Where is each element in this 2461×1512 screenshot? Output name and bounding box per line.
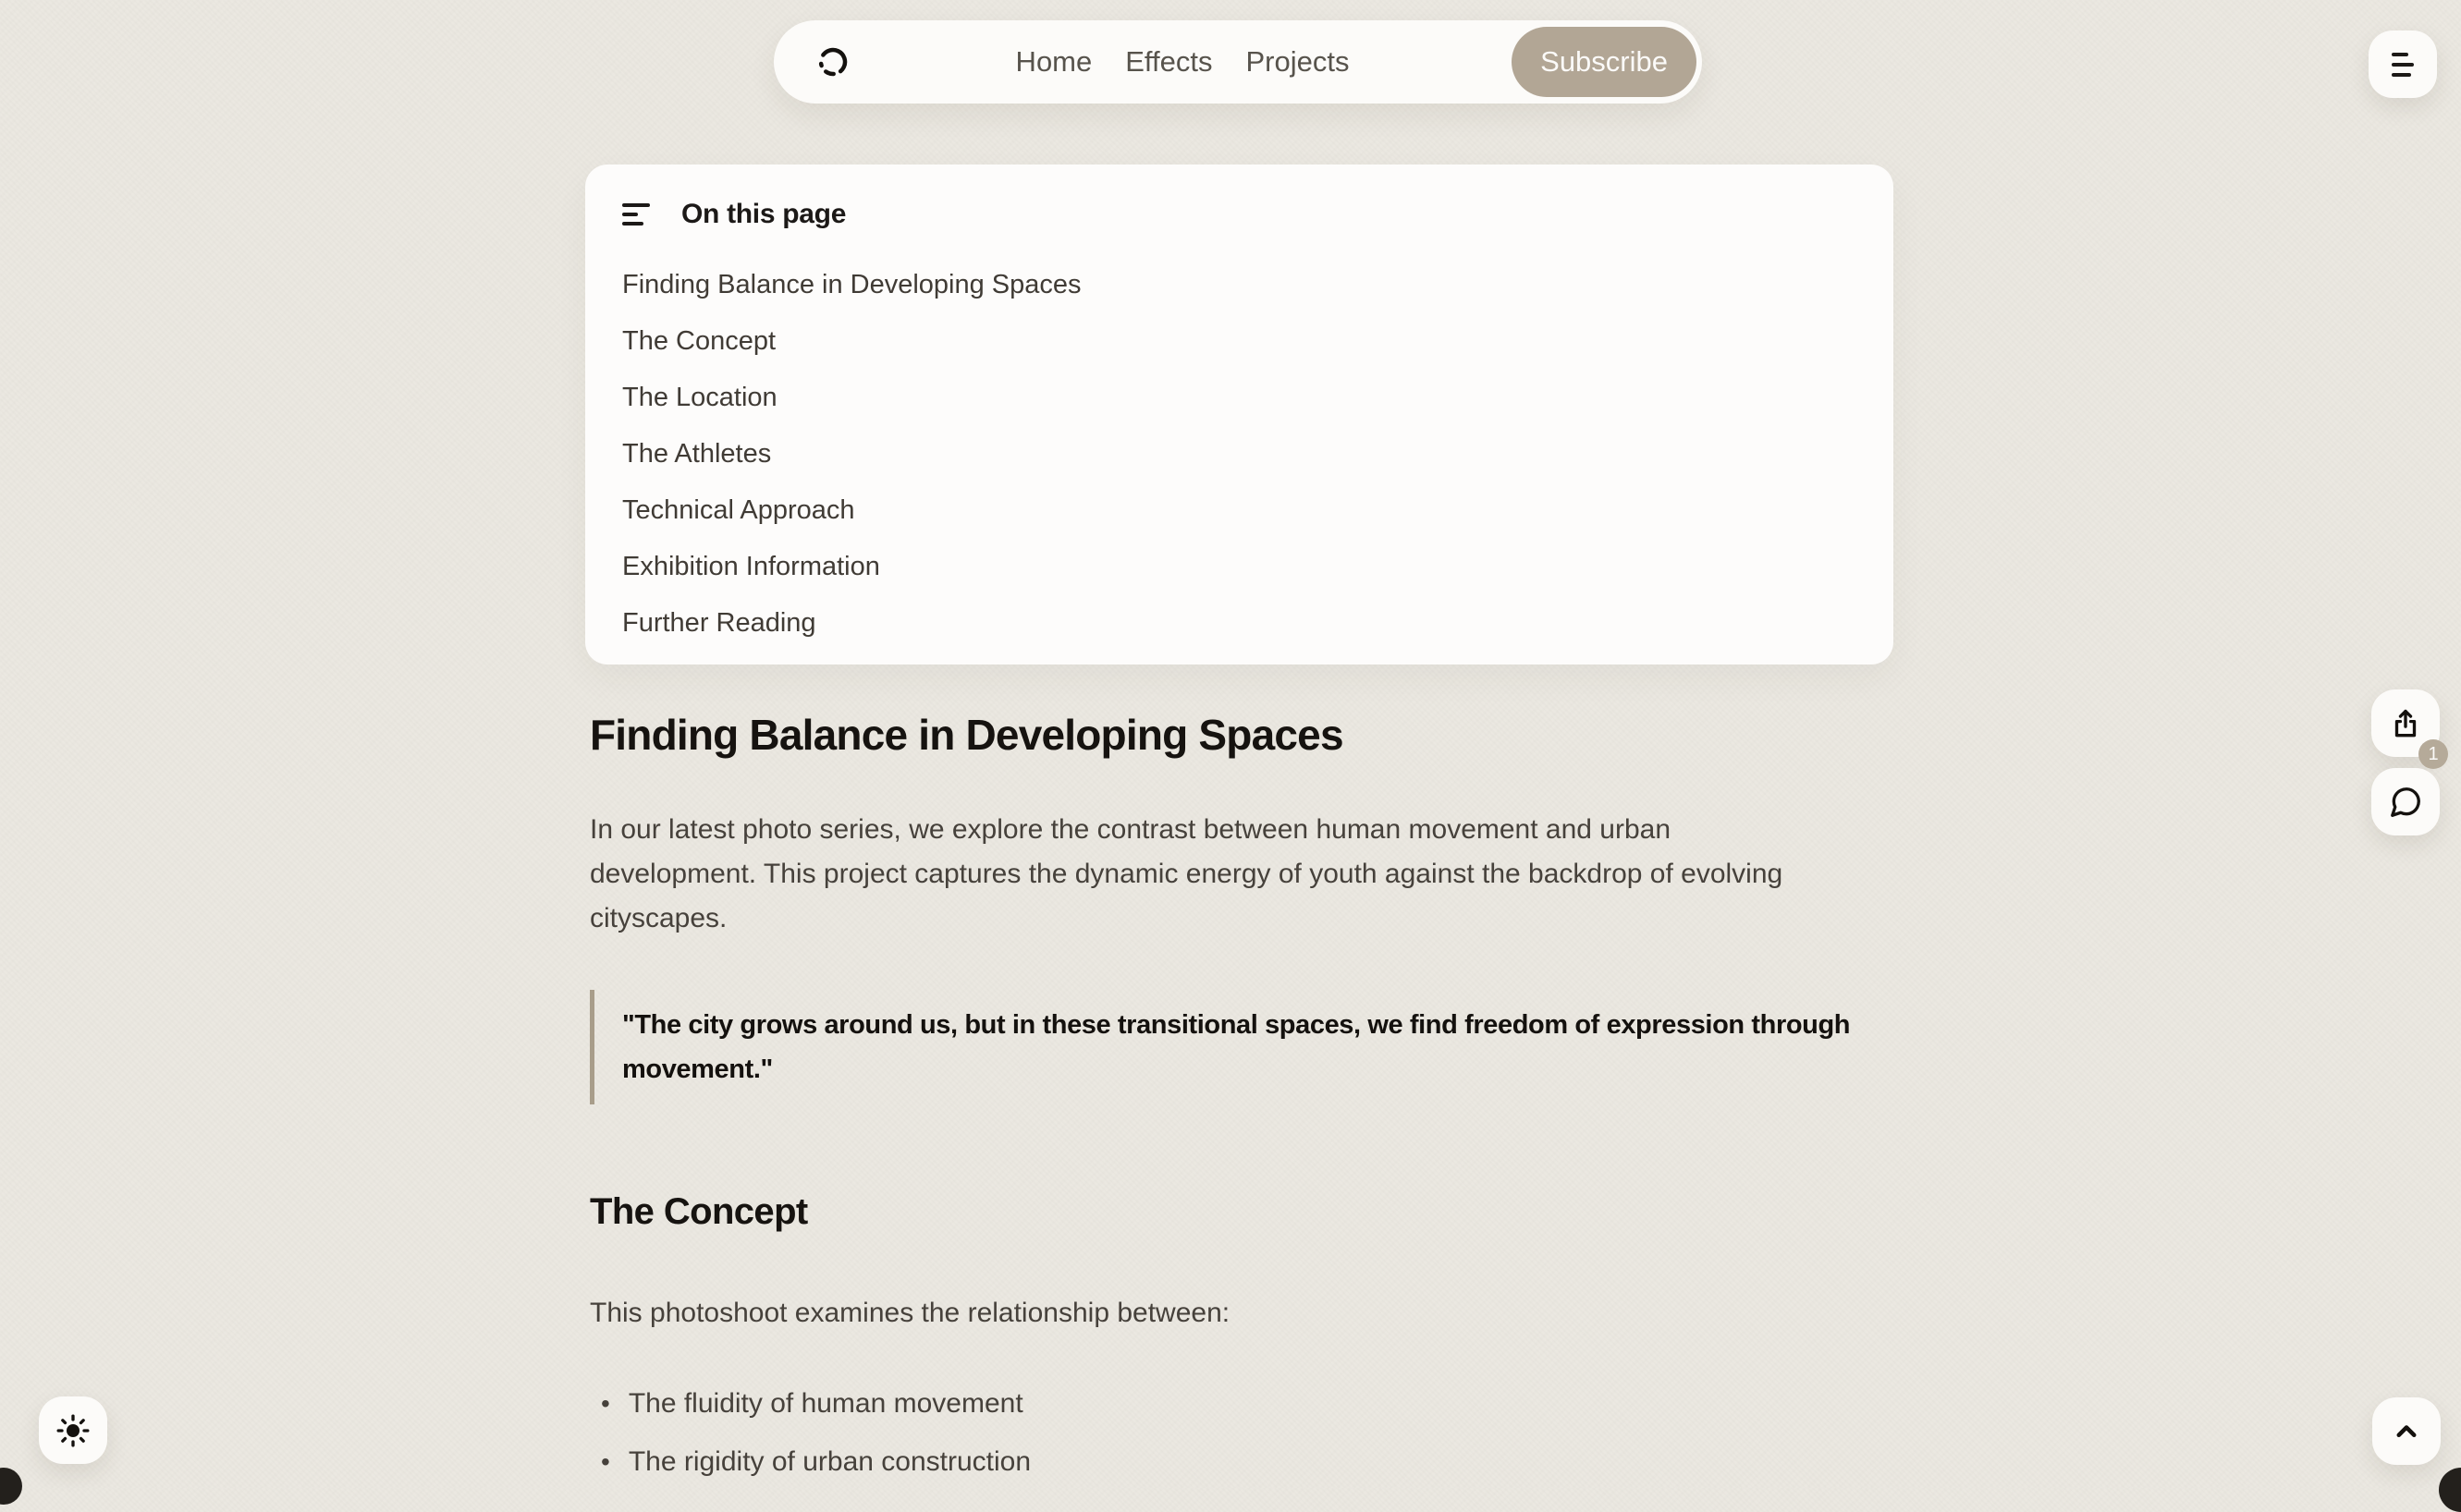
subscribe-button[interactable]: Subscribe [1512, 27, 1696, 97]
concept-list [590, 1382, 1930, 1484]
toc-item[interactable]: Technical Approach [622, 495, 855, 525]
chat-notification-badge: 1 [2418, 739, 2448, 769]
sun-icon [55, 1412, 92, 1449]
nav-links [1016, 20, 1350, 104]
toc-item[interactable]: Finding Balance in Developing Spaces [622, 270, 1082, 299]
list-intro-paragraph: This photoshoot examines the relationship between: [590, 1298, 1230, 1328]
dashed-circle-logo-icon [814, 43, 851, 80]
top-navigation [774, 20, 1702, 104]
toc-item[interactable]: The Location [622, 383, 777, 412]
corner-element-bottom-left [0, 1468, 22, 1505]
list-item: • The rigidity of urban construction [590, 1440, 1930, 1484]
toc-item[interactable]: The Athletes [622, 439, 772, 469]
nav-link-home[interactable]: Home [1015, 45, 1093, 78]
hamburger-icon [2392, 53, 2414, 77]
main-content [585, 165, 1930, 1484]
toc-item[interactable]: The Concept [622, 326, 777, 356]
chat-bubble-icon [2388, 785, 2423, 820]
toc-item[interactable]: Exhibition Information [622, 552, 880, 581]
toc-list [622, 257, 1856, 652]
article-heading: Finding Balance in Developing Spaces [590, 711, 1343, 759]
site-logo[interactable] [814, 43, 851, 80]
pull-quote [590, 990, 1930, 1104]
chat-button[interactable] [2371, 743, 2440, 835]
chevron-up-icon [2390, 1415, 2423, 1448]
on-this-page-card [585, 165, 1893, 665]
nav-link-projects[interactable]: Projects [1245, 45, 1350, 78]
list-item: • The fluidity of human movement [590, 1382, 1930, 1426]
share-icon [2388, 706, 2423, 741]
scroll-to-top-button[interactable] [2372, 1397, 2441, 1465]
theme-toggle-button[interactable] [39, 1396, 107, 1464]
toc-title: On this page [681, 199, 847, 229]
pull-quote-text: "The city grows around us, but in these transitional spaces, we find freedom of expression through movement." [622, 1010, 1851, 1084]
article-intro-paragraph: In our latest photo series, we explore the contrast between human movement and urban development. This project captures the dynamic energy of youth against the backdrop of evolving cityscapes. [590, 814, 1783, 933]
article [585, 709, 1930, 1484]
corner-element-bottom-right [2439, 1468, 2461, 1512]
menu-button[interactable] [2369, 30, 2437, 98]
toc-header [622, 198, 1856, 231]
list-icon [622, 203, 650, 226]
article-subheading: The Concept [590, 1191, 808, 1232]
nav-link-effects[interactable]: Effects [1125, 45, 1213, 78]
toc-item[interactable]: Further Reading [622, 608, 816, 638]
